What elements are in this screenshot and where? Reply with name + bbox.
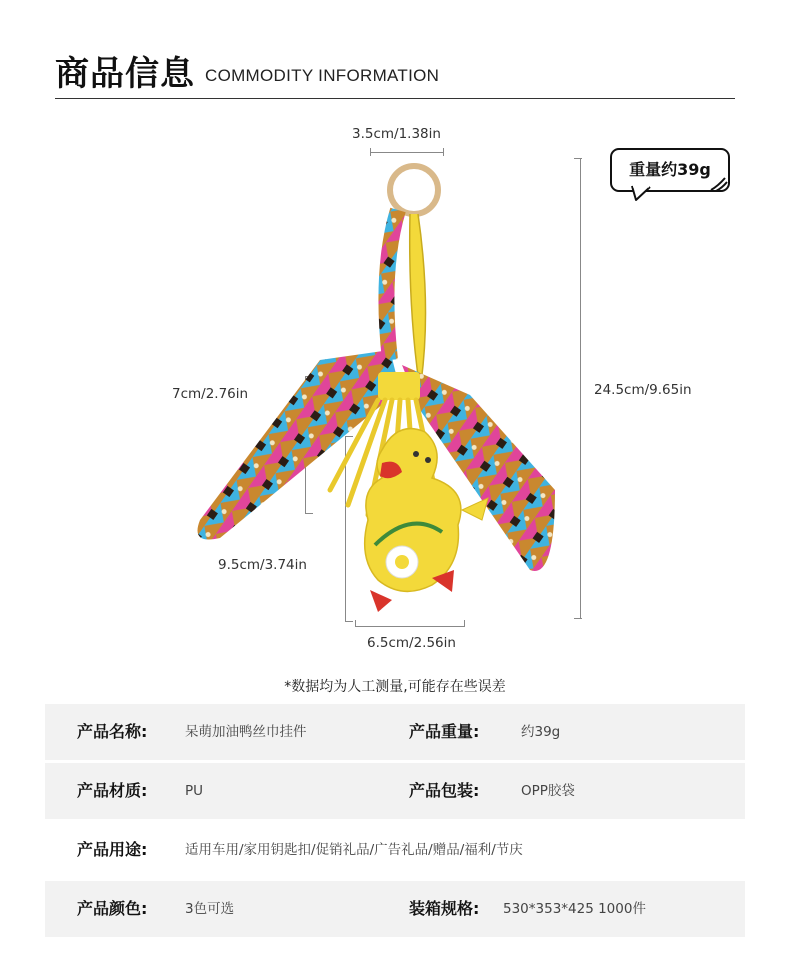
weight-bubble-text: 重量约39g bbox=[629, 160, 711, 179]
charm-height-label: 9.5cm/3.74in bbox=[218, 557, 307, 573]
spec-label: 产品重量: bbox=[409, 722, 480, 741]
spec-value: 约39g bbox=[521, 724, 561, 740]
spec-row-color bbox=[45, 881, 745, 937]
spec-value: 适用车用/家用钥匙扣/促销礼品/广告礼品/赠品/福利/节庆 bbox=[185, 842, 523, 858]
ring-width-guide bbox=[370, 152, 444, 153]
bubble-decoration-icon bbox=[708, 172, 730, 194]
spec-value: OPP胶袋 bbox=[521, 783, 575, 799]
section-title-cn: 商品信息 bbox=[55, 54, 195, 94]
section-header bbox=[55, 40, 735, 99]
spec-row-name bbox=[45, 704, 745, 760]
total-length-guide-top bbox=[574, 158, 582, 159]
measurement-note: *数据均为人工测量,可能存在些误差 bbox=[284, 679, 506, 695]
spec-label: 产品颜色: bbox=[77, 899, 148, 918]
spec-value: 530*353*425 1000件 bbox=[503, 901, 646, 917]
spec-label: 产品用途: bbox=[77, 840, 148, 859]
leather-strap bbox=[410, 214, 426, 390]
braided-strap bbox=[386, 210, 398, 360]
spec-row-usage bbox=[45, 822, 745, 878]
section-title-en: COMMODITY INFORMATION bbox=[205, 66, 440, 85]
spec-value: 呆萌加油鸭丝巾挂件 bbox=[185, 724, 307, 740]
product-illustration bbox=[170, 160, 590, 630]
spec-value: PU bbox=[185, 783, 204, 799]
spec-label: 装箱规格: bbox=[409, 899, 480, 918]
spec-table bbox=[45, 704, 745, 940]
charm-width-label: 6.5cm/2.56in bbox=[367, 635, 456, 651]
spec-label: 产品材质: bbox=[77, 781, 148, 800]
ring-width-guide-right bbox=[443, 148, 444, 156]
total-length-label: 24.5cm/9.65in bbox=[594, 382, 692, 398]
ring-width-label: 3.5cm/1.38in bbox=[352, 126, 441, 142]
spec-value: 3色可选 bbox=[185, 901, 235, 917]
spec-label: 产品名称: bbox=[77, 722, 148, 741]
tassel-top bbox=[378, 372, 420, 400]
key-ring-icon bbox=[390, 166, 438, 214]
scarf-length-label: 7cm/2.76in bbox=[172, 386, 249, 402]
spec-label: 产品包装: bbox=[409, 781, 480, 800]
ring-width-guide-left bbox=[370, 148, 371, 156]
flower-icon bbox=[386, 546, 418, 578]
bubble-tail-icon bbox=[630, 184, 660, 202]
spec-row-material bbox=[45, 763, 745, 819]
